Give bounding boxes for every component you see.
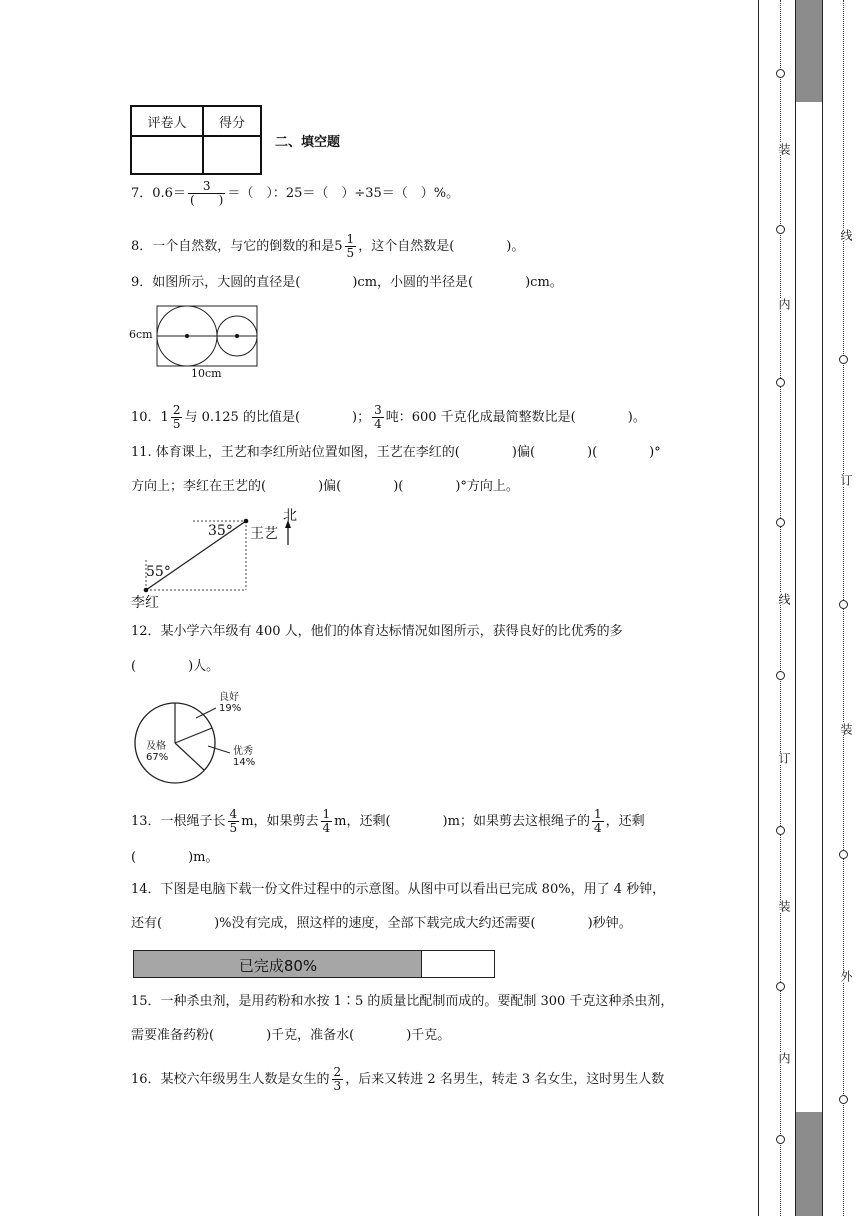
binding-circle — [839, 355, 848, 364]
margin-label: 装 — [777, 143, 791, 155]
question-16: 16．某校六年级男生人数是女生的 $\frac{2}{3}$ ，后来又转进 2 名男生，转走 3 名女生，这时男生人数 — [131, 1065, 665, 1093]
binding-circle — [776, 982, 785, 991]
progress-label: 已完成80% — [238, 957, 318, 975]
question-12-line1: 12．某小学六年级有 400 人，他们的体育达标情况如图所示，获得良好的比优秀的多 — [131, 624, 623, 639]
fraction: $\frac{1}{4}$ — [322, 807, 331, 835]
margin-label: 装 — [777, 900, 791, 912]
binding-circle — [839, 850, 848, 859]
margin-label: 订 — [777, 752, 791, 764]
pie-label-good: 良好 19% — [219, 692, 242, 714]
question-13-line2: ( )m。 — [131, 850, 219, 865]
download-progress-bar — [133, 950, 495, 978]
margin-label: 线 — [777, 593, 791, 605]
score-table — [130, 105, 262, 175]
margin-label: 订 — [839, 474, 853, 486]
section-title: 二、填空题 — [275, 135, 341, 150]
gray-column-border-right — [822, 0, 823, 1216]
fraction: $\frac{1}{4}$ — [593, 807, 602, 835]
binding-circle — [776, 1135, 785, 1144]
question-8: 8．一个自然数，与它的倒数的和是5 $\frac{1}{5}$ ，这个自然数是( )。 — [131, 232, 525, 260]
margin-label: 内 — [777, 298, 791, 310]
binding-circle — [839, 600, 848, 609]
binding-circle — [839, 1095, 848, 1104]
binding-circle — [776, 826, 785, 835]
question-11-line2: 方向上；李红在王艺的( )偏( )( )°方向上。 — [131, 479, 519, 494]
pie-chart — [128, 690, 268, 790]
margin-label: 线 — [839, 229, 853, 241]
binding-circle — [776, 378, 785, 387]
binding-circle — [776, 671, 785, 680]
margin-label: 内 — [777, 1052, 791, 1064]
pie-label-excellent: 优秀 14% — [233, 746, 256, 768]
fraction: $\frac{3}{( )}$ — [189, 179, 224, 207]
north-label: 北 — [283, 508, 297, 524]
angle-55-label: 55° — [146, 564, 171, 580]
score-table-grader-cell[interactable] — [131, 136, 203, 174]
question-7: 7．0.6＝ $\frac{3}{( )}$ ＝（ ）：25＝（ ）÷35＝（ ）%。 — [131, 179, 460, 207]
wangyi-label: 王艺 — [250, 526, 278, 542]
fraction: $\frac{1}{5}$ — [346, 232, 355, 260]
question-13-line1: 13．一根绳子长 $\frac{4}{5}$ m，如果剪去 $\frac{1}{4}$ m，还剩( )m；如果剪去这根绳子的 $\frac{1}{4}$ ，还剩 — [131, 807, 645, 835]
binding-circle — [776, 518, 785, 527]
binding-circle — [776, 69, 785, 78]
question-14-line1: 14．下图是电脑下载一份文件过程中的示意图。从图中可以看出已完成 80%，用了 4 秒钟， — [131, 882, 666, 897]
gray-block-top — [796, 0, 822, 102]
margin-label: 外 — [839, 970, 853, 982]
score-table-score-header: 得分 — [203, 106, 261, 136]
question-11-line1: 11. 体育课上，王艺和李红所站位置如图，王艺在李红的( )偏( )( )° — [131, 445, 661, 460]
binding-circle — [776, 225, 785, 234]
question-12-line2: ( )人。 — [131, 659, 220, 674]
question-10: 10．1 $\frac{2}{5}$ 与 0.125 的比值是( )； $\frac{3}{4}$ 吨：600 千克化成最简整数比是( )。 — [131, 403, 646, 431]
figure-width-label: 10cm — [191, 367, 222, 380]
pie-label-pass: 及格 67% — [146, 741, 169, 763]
lihong-label: 李红 — [131, 595, 159, 611]
margin-border — [758, 0, 759, 1216]
gray-column-border-left — [795, 0, 796, 1216]
figure-height-label: 6cm — [129, 328, 153, 341]
fraction: $\frac{2}{3}$ — [333, 1065, 342, 1093]
angle-35-label: 35° — [208, 523, 233, 539]
fraction: $\frac{3}{4}$ — [374, 403, 382, 431]
question-9: 9．如图所示，大圆的直径是( )cm，小圆的半径是( )cm。 — [131, 275, 563, 290]
gray-block-bottom — [796, 1112, 822, 1216]
question-15-line2: 需要准备药粉( )千克，准备水( )千克。 — [131, 1028, 451, 1043]
score-table-grader-header: 评卷人 — [131, 106, 203, 136]
binding-line-left — [780, 0, 781, 1216]
score-table-score-cell[interactable] — [203, 136, 261, 174]
margin-label: 装 — [839, 723, 853, 735]
fraction: $\frac{2}{5}$ — [172, 403, 181, 431]
fraction: $\frac{4}{5}$ — [229, 807, 238, 835]
question-14-line2: 还有( )%没有完成，照这样的速度，全部下载完成大约还需要( )秒钟。 — [131, 916, 632, 931]
question-15-line1: 15．一种杀虫剂，是用药粉和水按 1∶5 的质量比配制而成的。要配制 300 千克这种杀虫剂， — [131, 994, 674, 1009]
